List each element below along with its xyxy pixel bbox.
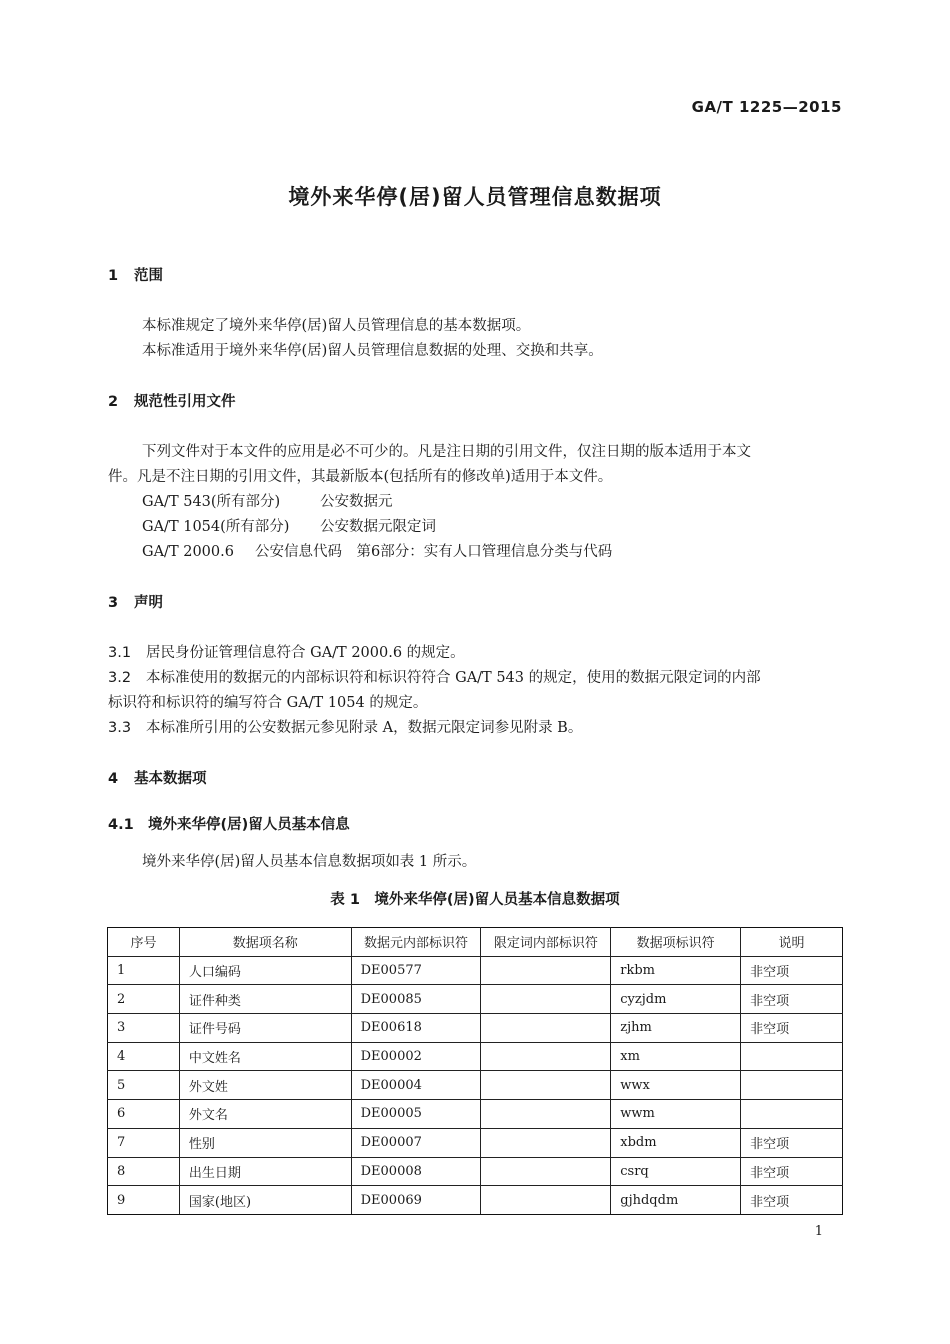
table-cell: DE00007 <box>351 1128 481 1157</box>
table-row <box>108 1014 843 1043</box>
reference-name: 公安数据元限定词 <box>320 519 436 535</box>
section-number: 2 <box>108 394 119 410</box>
table-row <box>108 1042 843 1071</box>
paragraph: 件。凡是不注日期的引用文件，其最新版本(包括所有的修改单)适用于本文件。 <box>108 469 613 485</box>
clause-text: 本标准使用的数据元的内部标识符和标识符符合 GA/T 543 的规定，使用的数据元限定词的内部 <box>146 670 761 686</box>
section-1-heading <box>108 264 163 285</box>
column-header: 说明 <box>741 928 843 957</box>
table-cell: 证件号码 <box>179 1014 351 1043</box>
table-cell: 中文姓名 <box>179 1042 351 1071</box>
column-header: 数据项标识符 <box>611 928 741 957</box>
table-cell: 2 <box>108 985 180 1014</box>
clause-3-2 <box>108 666 761 687</box>
reference-item <box>142 540 612 561</box>
clause-number: 3.3 <box>108 720 132 736</box>
subsection-number: 4.1 <box>108 817 134 833</box>
section-title: 声明 <box>134 595 163 611</box>
table-cell <box>481 985 611 1014</box>
table-cell <box>481 1128 611 1157</box>
table-cell: DE00004 <box>351 1071 481 1100</box>
table-cell: 1 <box>108 956 180 985</box>
table-cell: 4 <box>108 1042 180 1071</box>
section-4-heading <box>108 767 207 788</box>
table-cell: 性别 <box>179 1128 351 1157</box>
table-cell: 6 <box>108 1100 180 1129</box>
table-row <box>108 1186 843 1215</box>
subsection-title: 境外来华停(居)留人员基本信息 <box>148 817 350 833</box>
clause-number: 3.1 <box>108 645 132 661</box>
section-title: 基本数据项 <box>134 771 207 787</box>
section-number: 4 <box>108 771 119 787</box>
data-items-table <box>107 927 843 1215</box>
table-cell: 9 <box>108 1186 180 1215</box>
table-cell: DE00005 <box>351 1100 481 1129</box>
table-cell <box>741 1100 843 1129</box>
column-header: 数据项名称 <box>179 928 351 957</box>
table-cell <box>481 1042 611 1071</box>
table-cell: 非空项 <box>741 1157 843 1186</box>
table-row <box>108 1071 843 1100</box>
table-cell: 3 <box>108 1014 180 1043</box>
clause-number: 3.2 <box>108 670 132 686</box>
reference-name: 公安信息代码 第6部分：实有人口管理信息分类与代码 <box>255 544 613 560</box>
table-row <box>108 1128 843 1157</box>
table-cell: cyzjdm <box>611 985 741 1014</box>
table-cell: 人口编码 <box>179 956 351 985</box>
table-cell: zjhm <box>611 1014 741 1043</box>
section-title: 范围 <box>134 268 163 284</box>
table-cell: 出生日期 <box>179 1157 351 1186</box>
table-cell: wwm <box>611 1100 741 1129</box>
reference-item <box>142 515 436 536</box>
column-header: 数据元内部标识符 <box>351 928 481 957</box>
table-cell: DE00069 <box>351 1186 481 1215</box>
table-cell: 7 <box>108 1128 180 1157</box>
table-cell: DE00002 <box>351 1042 481 1071</box>
clause-text: 居民身份证管理信息符合 GA/T 2000.6 的规定。 <box>146 645 465 661</box>
table-cell <box>481 1014 611 1043</box>
table-cell: 非空项 <box>741 956 843 985</box>
section-2-heading <box>108 390 236 411</box>
paragraph: 境外来华停(居)留人员基本信息数据项如表 1 所示。 <box>142 854 477 870</box>
clause-text-continued: 标识符和标识符的编写符合 GA/T 1054 的规定。 <box>108 695 428 711</box>
table-cell: 非空项 <box>741 985 843 1014</box>
table-cell: 国家(地区) <box>179 1186 351 1215</box>
table-header-row <box>108 928 843 957</box>
table-row <box>108 1100 843 1129</box>
table-row <box>108 956 843 985</box>
column-header: 限定词内部标识符 <box>481 928 611 957</box>
standard-number: GA/T 1225—2015 <box>691 98 842 116</box>
table-cell: wwx <box>611 1071 741 1100</box>
table-cell: 证件种类 <box>179 985 351 1014</box>
column-header: 序号 <box>108 928 180 957</box>
reference-code: GA/T 543(所有部分) <box>142 494 281 510</box>
table-cell: xbdm <box>611 1128 741 1157</box>
table-cell: xm <box>611 1042 741 1071</box>
table-cell <box>481 1071 611 1100</box>
paragraph: 本标准规定了境外来华停(居)留人员管理信息的基本数据项。 <box>142 318 531 334</box>
clause-3-3 <box>108 716 582 737</box>
table-cell: 外文名 <box>179 1100 351 1129</box>
table-cell: 5 <box>108 1071 180 1100</box>
reference-item <box>142 490 393 511</box>
table-cell <box>481 1157 611 1186</box>
paragraph: 本标准适用于境外来华停(居)留人员管理信息数据的处理、交换和共享。 <box>142 343 603 359</box>
table-cell <box>481 956 611 985</box>
table-cell: DE00577 <box>351 956 481 985</box>
section-number: 1 <box>108 268 119 284</box>
table-cell: DE00085 <box>351 985 481 1014</box>
table-cell: csrq <box>611 1157 741 1186</box>
paragraph: 下列文件对于本文件的应用是必不可少的。凡是注日期的引用文件，仅注日期的版本适用于本文 <box>142 444 751 460</box>
reference-name: 公安数据元 <box>320 494 393 510</box>
table-cell <box>741 1042 843 1071</box>
clause-text: 本标准所引用的公安数据元参见附录 A，数据元限定词参见附录 B。 <box>146 720 583 736</box>
table-cell: 非空项 <box>741 1186 843 1215</box>
table-cell: 非空项 <box>741 1014 843 1043</box>
table-cell: 非空项 <box>741 1128 843 1157</box>
table-cell <box>481 1186 611 1215</box>
table-cell: gjhdqdm <box>611 1186 741 1215</box>
clause-3-1 <box>108 641 465 662</box>
page-number: 1 <box>814 1224 823 1239</box>
table-cell: rkbm <box>611 956 741 985</box>
table-row <box>108 985 843 1014</box>
table-cell <box>741 1071 843 1100</box>
reference-code: GA/T 1054(所有部分) <box>142 519 290 535</box>
section-3-heading <box>108 591 163 612</box>
section-title: 规范性引用文件 <box>134 394 236 410</box>
table-cell: DE00618 <box>351 1014 481 1043</box>
table-row <box>108 1157 843 1186</box>
table-cell: DE00008 <box>351 1157 481 1186</box>
reference-code: GA/T 2000.6 <box>142 544 234 560</box>
table-cell: 8 <box>108 1157 180 1186</box>
table-cell: 外文姓 <box>179 1071 351 1100</box>
subsection-4-1-heading <box>108 813 350 834</box>
table-cell <box>481 1100 611 1129</box>
table-caption: 表 1 境外来华停(居)留人员基本信息数据项 <box>330 892 620 908</box>
document-title: 境外来华停(居)留人员管理信息数据项 <box>288 185 662 209</box>
section-number: 3 <box>108 595 119 611</box>
